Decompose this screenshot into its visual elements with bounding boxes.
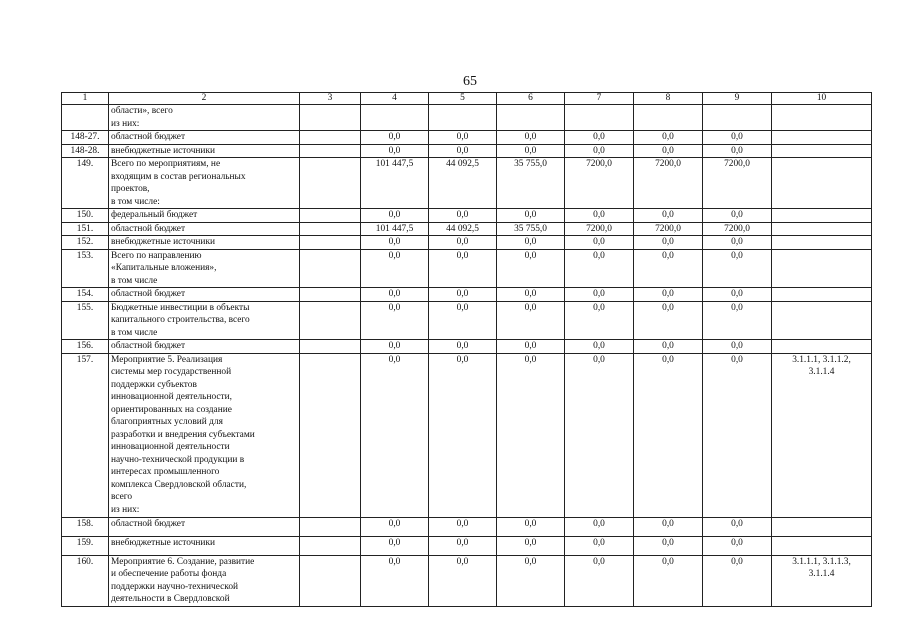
table-row bbox=[62, 301, 872, 340]
col-5-value: 0,0 bbox=[429, 517, 497, 536]
table-row bbox=[62, 209, 872, 223]
row-name: Мероприятие 6. Создание, развитие и обеспечение работы фонда поддержки научно-технической деятельности в Свердловской bbox=[109, 555, 300, 606]
row-number: 150. bbox=[62, 209, 109, 223]
row-number: 149. bbox=[62, 158, 109, 209]
col-9-value: 0,0 bbox=[703, 340, 772, 354]
col-6-value: 0,0 bbox=[497, 301, 565, 340]
col-8-value: 0,0 bbox=[634, 555, 703, 606]
col-4-value bbox=[361, 105, 429, 131]
col-7-value: 0,0 bbox=[565, 536, 634, 555]
table-row bbox=[62, 340, 872, 354]
col-5-value: 0,0 bbox=[429, 353, 497, 517]
col-9-value: 0,0 bbox=[703, 236, 772, 250]
col-5-value: 0,0 bbox=[429, 555, 497, 606]
col-6-value: 0,0 bbox=[497, 353, 565, 517]
row-number: 158. bbox=[62, 517, 109, 536]
col-4-value: 101 447,5 bbox=[361, 158, 429, 209]
page-number: 65 bbox=[463, 74, 477, 89]
col-5-value: 0,0 bbox=[429, 144, 497, 158]
col-4-value: 0,0 bbox=[361, 236, 429, 250]
table-row bbox=[62, 555, 872, 606]
col-9-value: 0,0 bbox=[703, 288, 772, 302]
col-7-value: 0,0 bbox=[565, 131, 634, 145]
col-9-value: 0,0 bbox=[703, 131, 772, 145]
col-4-value: 0,0 bbox=[361, 209, 429, 223]
col-6-value: 0,0 bbox=[497, 236, 565, 250]
col-6-value: 0,0 bbox=[497, 288, 565, 302]
row-name: Мероприятие 5. Реализация системы мер государственной поддержки субъектов инновационной деятельности, ориентированных на создание благоприятных условий для разработки и внедрения субъектами инновационной деятельности научно-технической продукции в интересах промышленного комплекса Свердловской области, всего из них: bbox=[109, 353, 300, 517]
col-6-value: 35 755,0 bbox=[497, 158, 565, 209]
row-number: 148-27. bbox=[62, 131, 109, 145]
col-5-value bbox=[429, 105, 497, 131]
col-9-value: 0,0 bbox=[703, 249, 772, 288]
table-row bbox=[62, 288, 872, 302]
col-9-value bbox=[703, 105, 772, 131]
col-8-value bbox=[634, 105, 703, 131]
col-10-reference bbox=[772, 301, 872, 340]
col-5-value: 0,0 bbox=[429, 536, 497, 555]
col-5-value: 0,0 bbox=[429, 340, 497, 354]
col-3-cell bbox=[300, 555, 361, 606]
col-5-value: 44 092,5 bbox=[429, 158, 497, 209]
col-5-value: 44 092,5 bbox=[429, 222, 497, 236]
col-7-value: 0,0 bbox=[565, 236, 634, 250]
col-9-value: 7200,0 bbox=[703, 222, 772, 236]
col-4-value: 0,0 bbox=[361, 131, 429, 145]
col-10-reference bbox=[772, 236, 872, 250]
row-number: 157. bbox=[62, 353, 109, 517]
col-10-reference bbox=[772, 536, 872, 555]
program-table bbox=[61, 92, 872, 607]
col-10-reference bbox=[772, 144, 872, 158]
col-7-value: 0,0 bbox=[565, 517, 634, 536]
table-row bbox=[62, 536, 872, 555]
col-6-value: 0,0 bbox=[497, 144, 565, 158]
col-3-cell bbox=[300, 222, 361, 236]
col-5-value: 0,0 bbox=[429, 131, 497, 145]
row-name: областной бюджет bbox=[109, 288, 300, 302]
col-10-reference bbox=[772, 340, 872, 354]
column-header: 2 bbox=[109, 93, 300, 105]
header-row bbox=[62, 93, 872, 105]
col-3-cell bbox=[300, 105, 361, 131]
col-3-cell bbox=[300, 301, 361, 340]
row-name: Всего по направлению «Капитальные вложения», в том числе bbox=[109, 249, 300, 288]
col-10-reference: 3.1.1.1, 3.1.1.3, 3.1.1.4 bbox=[772, 555, 872, 606]
row-number: 152. bbox=[62, 236, 109, 250]
col-8-value: 0,0 bbox=[634, 353, 703, 517]
col-10-reference bbox=[772, 105, 872, 131]
col-6-value: 0,0 bbox=[497, 555, 565, 606]
col-5-value: 0,0 bbox=[429, 301, 497, 340]
col-4-value: 0,0 bbox=[361, 249, 429, 288]
table-row bbox=[62, 517, 872, 536]
col-9-value: 0,0 bbox=[703, 555, 772, 606]
col-8-value: 0,0 bbox=[634, 131, 703, 145]
table-row bbox=[62, 131, 872, 145]
row-number: 148-28. bbox=[62, 144, 109, 158]
col-10-reference bbox=[772, 249, 872, 288]
row-name: внебюджетные источники bbox=[109, 536, 300, 555]
col-9-value: 0,0 bbox=[703, 517, 772, 536]
col-10-reference bbox=[772, 158, 872, 209]
column-header: 8 bbox=[634, 93, 703, 105]
table-row bbox=[62, 144, 872, 158]
col-8-value: 0,0 bbox=[634, 536, 703, 555]
col-3-cell bbox=[300, 158, 361, 209]
row-name: внебюджетные источники bbox=[109, 236, 300, 250]
row-name: областной бюджет bbox=[109, 131, 300, 145]
col-6-value: 0,0 bbox=[497, 249, 565, 288]
col-9-value: 0,0 bbox=[703, 536, 772, 555]
table-row bbox=[62, 353, 872, 517]
col-8-value: 0,0 bbox=[634, 517, 703, 536]
row-number: 154. bbox=[62, 288, 109, 302]
col-8-value: 0,0 bbox=[634, 209, 703, 223]
column-header: 1 bbox=[62, 93, 109, 105]
column-header: 4 bbox=[361, 93, 429, 105]
col-7-value: 7200,0 bbox=[565, 158, 634, 209]
row-number: 160. bbox=[62, 555, 109, 606]
col-8-value: 7200,0 bbox=[634, 158, 703, 209]
col-6-value: 0,0 bbox=[497, 517, 565, 536]
row-name: Всего по мероприятиям, не входящим в состав региональных проектов, в том числе: bbox=[109, 158, 300, 209]
col-4-value: 0,0 bbox=[361, 536, 429, 555]
col-5-value: 0,0 bbox=[429, 249, 497, 288]
row-name: области», всего из них: bbox=[109, 105, 300, 131]
col-10-reference bbox=[772, 517, 872, 536]
col-4-value: 0,0 bbox=[361, 340, 429, 354]
col-3-cell bbox=[300, 288, 361, 302]
col-10-reference bbox=[772, 288, 872, 302]
table-row bbox=[62, 236, 872, 250]
row-number: 151. bbox=[62, 222, 109, 236]
column-header: 3 bbox=[300, 93, 361, 105]
col-9-value: 0,0 bbox=[703, 144, 772, 158]
col-10-reference bbox=[772, 222, 872, 236]
table-body bbox=[62, 105, 872, 607]
col-4-value: 0,0 bbox=[361, 288, 429, 302]
row-name: областной бюджет bbox=[109, 517, 300, 536]
row-name: внебюджетные источники bbox=[109, 144, 300, 158]
table-row bbox=[62, 222, 872, 236]
col-7-value: 0,0 bbox=[565, 249, 634, 288]
row-name: областной бюджет bbox=[109, 222, 300, 236]
col-10-reference: 3.1.1.1, 3.1.1.2, 3.1.1.4 bbox=[772, 353, 872, 517]
col-8-value: 0,0 bbox=[634, 144, 703, 158]
col-3-cell bbox=[300, 131, 361, 145]
col-5-value: 0,0 bbox=[429, 236, 497, 250]
col-7-value: 0,0 bbox=[565, 340, 634, 354]
col-7-value bbox=[565, 105, 634, 131]
col-4-value: 0,0 bbox=[361, 353, 429, 517]
table-row bbox=[62, 249, 872, 288]
table-row bbox=[62, 158, 872, 209]
row-number: 156. bbox=[62, 340, 109, 354]
col-9-value: 7200,0 bbox=[703, 158, 772, 209]
row-number: 153. bbox=[62, 249, 109, 288]
col-8-value: 0,0 bbox=[634, 249, 703, 288]
col-6-value: 35 755,0 bbox=[497, 222, 565, 236]
col-3-cell bbox=[300, 340, 361, 354]
row-number: 159. bbox=[62, 536, 109, 555]
col-7-value: 7200,0 bbox=[565, 222, 634, 236]
col-7-value: 0,0 bbox=[565, 288, 634, 302]
col-9-value: 0,0 bbox=[703, 209, 772, 223]
column-header: 6 bbox=[497, 93, 565, 105]
col-4-value: 0,0 bbox=[361, 555, 429, 606]
col-4-value: 101 447,5 bbox=[361, 222, 429, 236]
col-3-cell bbox=[300, 144, 361, 158]
col-3-cell bbox=[300, 536, 361, 555]
col-4-value: 0,0 bbox=[361, 517, 429, 536]
row-number bbox=[62, 105, 109, 131]
col-3-cell bbox=[300, 517, 361, 536]
col-9-value: 0,0 bbox=[703, 301, 772, 340]
col-5-value: 0,0 bbox=[429, 288, 497, 302]
col-4-value: 0,0 bbox=[361, 144, 429, 158]
col-7-value: 0,0 bbox=[565, 301, 634, 340]
col-10-reference bbox=[772, 209, 872, 223]
col-6-value bbox=[497, 105, 565, 131]
col-8-value: 7200,0 bbox=[634, 222, 703, 236]
col-7-value: 0,0 bbox=[565, 555, 634, 606]
row-number: 155. bbox=[62, 301, 109, 340]
col-5-value: 0,0 bbox=[429, 209, 497, 223]
col-8-value: 0,0 bbox=[634, 301, 703, 340]
column-header: 5 bbox=[429, 93, 497, 105]
row-name: Бюджетные инвестиции в объекты капитального строительства, всего в том числе bbox=[109, 301, 300, 340]
col-6-value: 0,0 bbox=[497, 209, 565, 223]
col-8-value: 0,0 bbox=[634, 340, 703, 354]
col-6-value: 0,0 bbox=[497, 131, 565, 145]
col-7-value: 0,0 bbox=[565, 144, 634, 158]
col-7-value: 0,0 bbox=[565, 353, 634, 517]
col-3-cell bbox=[300, 353, 361, 517]
col-4-value: 0,0 bbox=[361, 301, 429, 340]
col-3-cell bbox=[300, 249, 361, 288]
column-header: 7 bbox=[565, 93, 634, 105]
column-header: 10 bbox=[772, 93, 872, 105]
col-8-value: 0,0 bbox=[634, 288, 703, 302]
row-name: областной бюджет bbox=[109, 340, 300, 354]
table-row bbox=[62, 105, 872, 131]
col-9-value: 0,0 bbox=[703, 353, 772, 517]
col-3-cell bbox=[300, 209, 361, 223]
col-6-value: 0,0 bbox=[497, 340, 565, 354]
row-name: федеральный бюджет bbox=[109, 209, 300, 223]
col-10-reference bbox=[772, 131, 872, 145]
col-8-value: 0,0 bbox=[634, 236, 703, 250]
col-3-cell bbox=[300, 236, 361, 250]
col-6-value: 0,0 bbox=[497, 536, 565, 555]
col-7-value: 0,0 bbox=[565, 209, 634, 223]
column-header: 9 bbox=[703, 93, 772, 105]
